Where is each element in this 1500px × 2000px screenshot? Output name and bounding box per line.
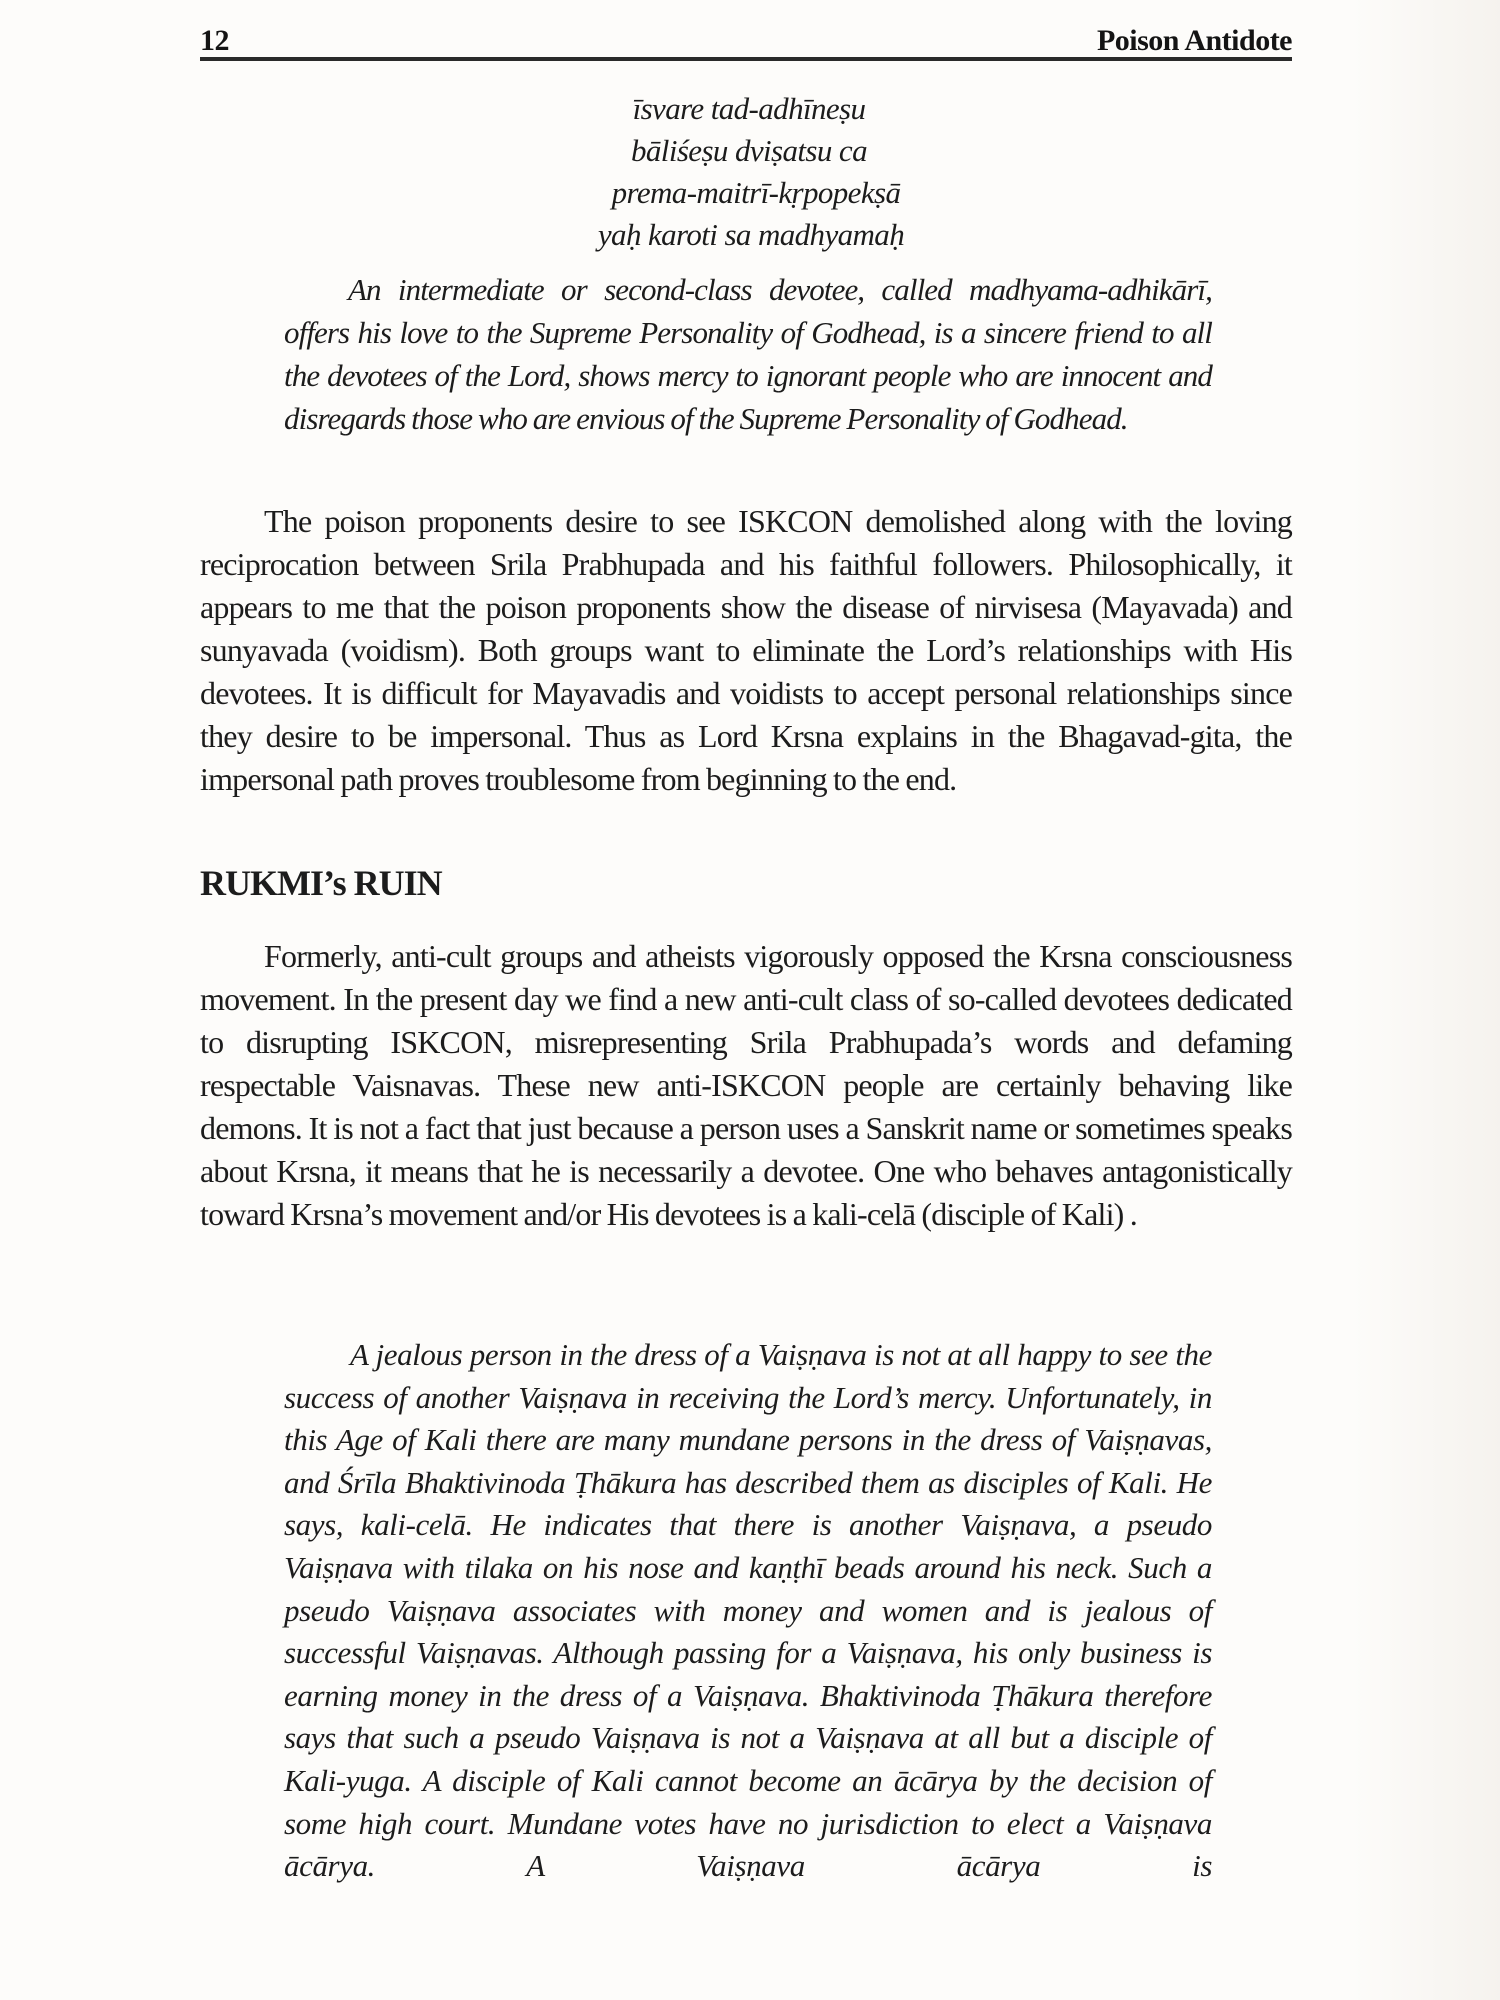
- block-quote: [284, 1334, 1212, 1888]
- verse-line: īsvare tad-adhīneṣu: [632, 91, 866, 126]
- body-paragraph: [200, 500, 1292, 801]
- verse-line: yaḥ karoti sa madhyamaḥ: [597, 217, 905, 252]
- verse-line: bāliśeṣu dviṣatsu ca: [631, 133, 867, 168]
- verse-line: prema-maitrī-kṛpopekṣā: [611, 175, 901, 210]
- book-page: [200, 0, 1292, 2000]
- paragraph-text: The poison proponents desire to see ISKCON demolished along with the loving reciprocation between Srila Prabhupada and his faithful followers. Philosophically, it appears to me that the poison proponents show the disease of nirvisesa (Mayavada) and sunyavada (voidism). Both groups want to eliminate the Lord’s relationships with His devotees. It is difficult for Mayavadis and voidists to accept personal relationships since they desire to be impersonal. Thus as Lord Krsna explains in the Bhagavad-gita, the impersonal path proves troublesome from beginning to the end.: [200, 503, 1292, 797]
- translation-text: An intermediate or second-class devotee, called madhyama-adhikārī, offers his love to the Supreme Personality of Godhead, is a sincere friend to all the devotees of the Lord, shows mercy to ignorant people who are innocent and disregards those who are envious of the Supreme Personality of Godhead.: [284, 272, 1212, 436]
- verse-translation: [284, 268, 1212, 440]
- body-paragraph: [200, 935, 1292, 1236]
- sanskrit-verse: [200, 88, 1292, 256]
- page-number: 12: [200, 24, 229, 57]
- paragraph-text: Formerly, anti-cult groups and atheists vigorously opposed the Krsna consciousness movement. In the present day we find a new anti-cult class of so-called devotees dedicated to disrupting ISKCON, misrepresenting Srila Prabhupada’s words and defaming respectable Vaisnavas. These new anti-ISKCON people are certainly behaving like demons. It is not a fact that just because a person uses a Sanskrit name or sometimes speaks about Krsna, it means that he is necessarily a devotee. One who behaves antagonistically toward Krsna’s movement and/or His devotees is a kali-celā (disciple of Kali) .: [200, 938, 1292, 1232]
- running-title: Poison Antidote: [1096, 24, 1292, 57]
- header-rule: [200, 57, 1292, 61]
- quote-text: A jealous person in the dress of a Vaiṣṇava is not at all happy to see the success of another Vaiṣṇava in receiving the Lord’s mercy. Unfortunately, in this Age of Kali there are many mundane persons in the dress of Vaiṣṇavas, and Śrīla Bhaktivinoda Ṭhākura has described them as disciples of Kali. He says, kali-celā. He indicates that there is another Vaiṣṇava, a pseudo Vaiṣṇava with tilaka on his nose and kaṇṭhī beads around his neck. Such a pseudo Vaiṣṇava associates with money and women and is jealous of successful Vaiṣṇavas. Although passing for a Vaiṣṇava, his only business is earning money in the dress of a Vaiṣṇava. Bhaktivinoda Ṭhākura therefore says that such a pseudo Vaiṣṇava is not a Vaiṣṇava at all but a disciple of Kali-yuga. A disciple of Kali cannot become an ācārya by the decision of some high court. Mundane votes have no jurisdiction to elect a Vaiṣṇava ācārya. A Vaiṣṇava ācārya is: [284, 1337, 1212, 1884]
- running-header: [200, 16, 1292, 58]
- section-heading: RUKMI’s RUIN: [200, 863, 442, 903]
- page-edge-shadow: [1350, 0, 1500, 2000]
